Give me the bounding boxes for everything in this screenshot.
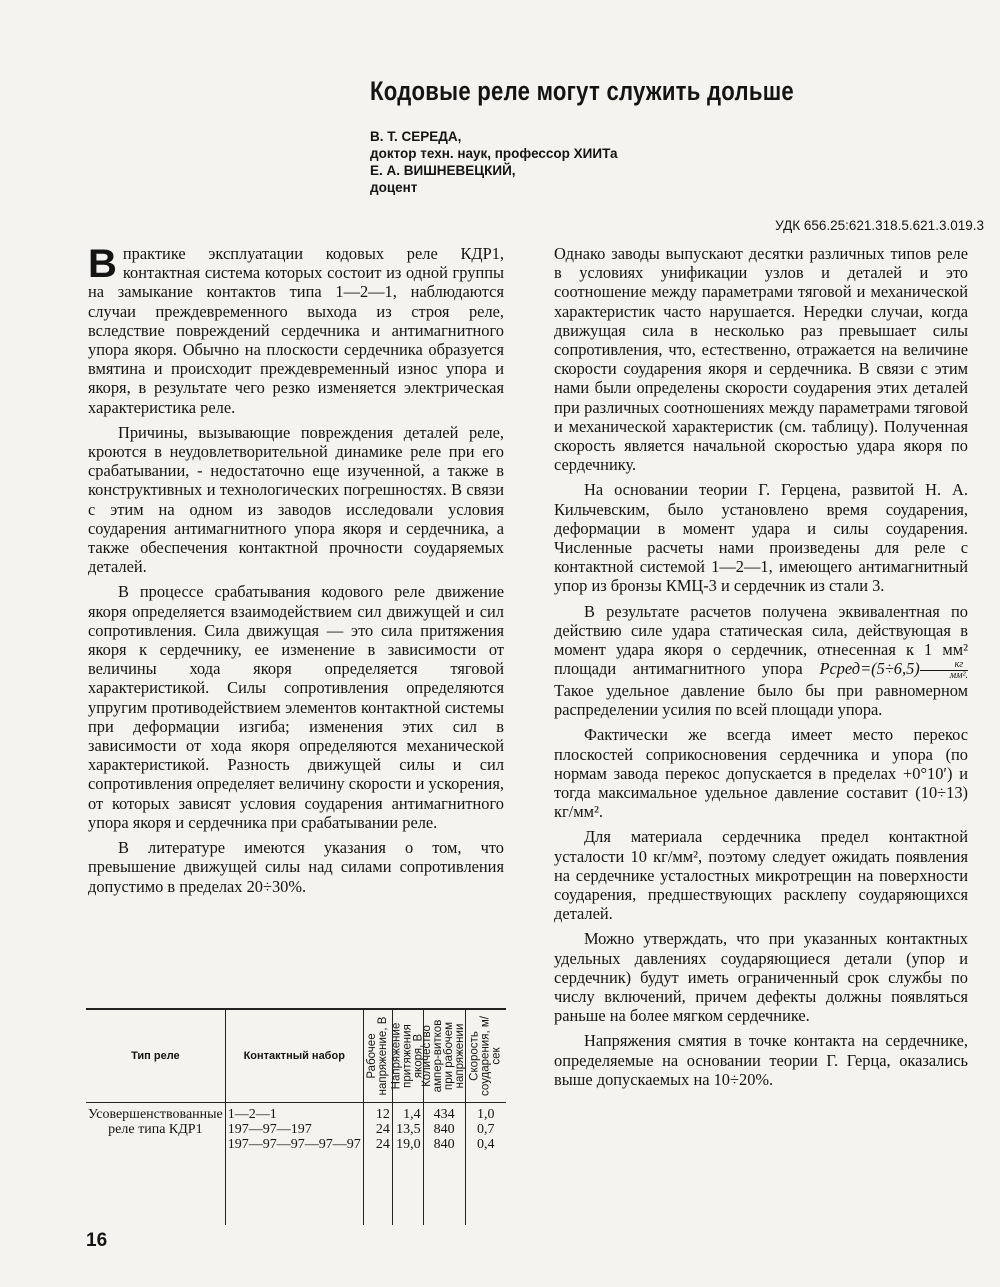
relay-type-cell: Усовершенствованные реле типа КДР1	[88, 1107, 223, 1137]
authors-block	[370, 128, 617, 196]
table-header-cell: Скорость соударения, м/сек	[465, 1009, 506, 1103]
paragraph: Фактически же всегда имеет место перекос плоскостей соприкосновения сердечника и упора (по нормам завода перекос допускается в пределах +0°10′) и тогда максимальное удельное давление составит (10÷13) кг/мм².	[554, 725, 968, 822]
paragraph-text: В результате расчетов получена эквивалентная по действию силе удара статическая сила, действующая в момент удара якоря о сердечник, отнесенная к 1 мм² площади антимагнитного упора	[554, 601, 968, 679]
relay-table	[86, 1008, 506, 1225]
formula: Pсред=(5÷6,5)	[819, 659, 920, 679]
table-header-cell: Контактный набор	[225, 1009, 363, 1103]
paragraph-text: Такое удельное давление было бы при равномерном распределении усилия по всей площади упора.	[554, 681, 968, 720]
table-cell: 0,7	[477, 1122, 495, 1137]
paragraph	[88, 244, 504, 417]
paragraph: На основании теории Г. Герцена, развитой Н. А. Кильчевским, было установлено время соударения, деформации в момент удара и силы соударения. Численные расчеты нами произведены для реле с контактной системой 1—2—1, имеющего антимагнитный упор из бронзы КМЦ-3 и сердечник из стали 3.	[554, 480, 968, 596]
author-2-title: доцент	[370, 180, 418, 195]
left-column	[88, 244, 504, 902]
table-cell: 840	[433, 1137, 455, 1152]
table-cell: 197—97—197	[227, 1122, 312, 1137]
fraction-denominator: мм².	[949, 670, 968, 681]
paragraph: Напряжения смятия в точке контакта на сердечнике, определяемые на основании теории Г. Герца, оказались выше допускаемых на 10÷20%.	[554, 1031, 968, 1089]
author-2-name: Е. А. ВИШНЕВЕЦКИЙ,	[370, 163, 516, 178]
page-number: 16	[86, 1230, 108, 1251]
paragraph: Однако заводы выпускают десятки различных типов реле в условиях унификации узлов и деталей и это соотношение между параметрами тяговой и механической характеристик часто нарушается. Нередки случаи, когда движущая сила в несколько раз превышает силы сопротивления, что, естественно, отражается на величине скорости соударения якоря и сердечника. В связи с этим нами были определены скорости соударения этих деталей при различных соотношениях между параметрами тяговой и механической характеристик (см. таблицу). Полученная скорость является начальной скоростью удара якоря по сердечнику.	[554, 244, 968, 475]
speed-cell	[465, 1103, 506, 1226]
table-cell: 197—97—97—97—97	[227, 1137, 361, 1152]
table-header-cell: Напряжение притяжения якоря, В	[392, 1009, 423, 1103]
contact-sets-cell	[225, 1103, 363, 1226]
table-row	[86, 1103, 506, 1226]
work-voltage-cell	[363, 1103, 392, 1226]
table-cell: 0,4	[477, 1137, 495, 1152]
table-cell: 13,5	[396, 1122, 421, 1137]
author-1-name: В. Т. СЕРЕДА,	[370, 129, 462, 144]
paragraph	[554, 602, 968, 720]
table-header-cell: Рабочее напряжение, В	[363, 1009, 392, 1103]
table-header-cell: Тип реле	[86, 1009, 225, 1103]
author-1-title: доктор техн. наук, профессор ХИИТа	[370, 146, 618, 161]
table-cell: 1—2—1	[227, 1107, 277, 1122]
pull-voltage-cell	[392, 1103, 423, 1226]
paragraph: В литературе имеются указания о том, что превышение движущей силы над силами сопротивления допустимо в пределах 20÷30%.	[88, 838, 504, 896]
table-header-cell: Количество ампер-витков при рабочем напряжении	[423, 1009, 465, 1103]
paragraph: Можно утверждать, что при указанных контактных удельных давлениях соударяющиеся детали (упор и сердечник) будут иметь ограниченный срок службы по числу включений, причем дефекты должны появляться раньше на более мягком сердечнике.	[554, 929, 968, 1026]
table-cell: 19,0	[396, 1137, 421, 1152]
article-title: Кодовые реле могут служить дольше	[370, 76, 794, 106]
right-column	[554, 244, 968, 1095]
table-cell: 1,4	[403, 1107, 421, 1122]
table-cell: 12	[375, 1107, 390, 1122]
udk-code: УДК 656.25:621.318.5.621.3.019.3	[775, 218, 984, 233]
table-cell: 1,0	[477, 1107, 495, 1122]
table-cell: 434	[433, 1107, 455, 1122]
paragraph-text: практике эксплуатации кодовых реле КДР1, контактная система которых состоит из одной группы на замыкание контактов типа 1—2—1, наблюдаются случаи преждевременного выхода из строя реле, вследствие повреждений сердечника и антимагнитного упора якоря. Обычно на плоскости сердечника образуется вмятина и происходит преждевременный износ упора и якоря, в результате чего резко изменяется электрическая характеристика реле.	[88, 244, 504, 417]
drop-cap: В	[88, 242, 117, 286]
table-cell: 24	[375, 1137, 390, 1152]
ampere-turns-cell	[423, 1103, 465, 1226]
fraction-numerator: кг	[920, 660, 968, 671]
table-cell: 24	[375, 1122, 390, 1137]
paragraph: В процессе срабатывания кодового реле движение якоря определяется взаимодействием сил движущей и сил сопротивления. Сила движущая — это сила притяжения якоря к сердечнику, ее изменение в зависимости от величины хода якоря определяется тяговой характеристикой. Силы сопротивления определяются упругим противодействием элементов контактной системы при деформации изгиба; изменения этих сил в зависимости от хода якоря определяются механической характеристикой. Разность движущей силы и сил сопротивления определяет величину скорости и ускорения, от которых зависят условия соударения антимагнитного упора якоря и сердечника при срабатывании реле.	[88, 582, 504, 832]
fraction	[920, 660, 968, 681]
table-cell: 840	[433, 1122, 455, 1137]
paragraph: Для материала сердечника предел контактной усталости 10 кг/мм², поэтому следует ожидать появления на сердечнике усталостных микротрещин на поверхности соударения, предшествующих расклепу соударяющихся деталей.	[554, 827, 968, 924]
paragraph: Причины, вызывающие повреждения деталей реле, кроются в неудовлетворительной динамике реле при его срабатывании, - недостаточно еще изученной, а также в конструктивных и технологических погрешностях. В связи с этим на одном из заводов исследовали условия соударения антимагнитного упора якоря и сердечника, а также обеспечения контактной прочности соударяемых деталей.	[88, 422, 504, 577]
